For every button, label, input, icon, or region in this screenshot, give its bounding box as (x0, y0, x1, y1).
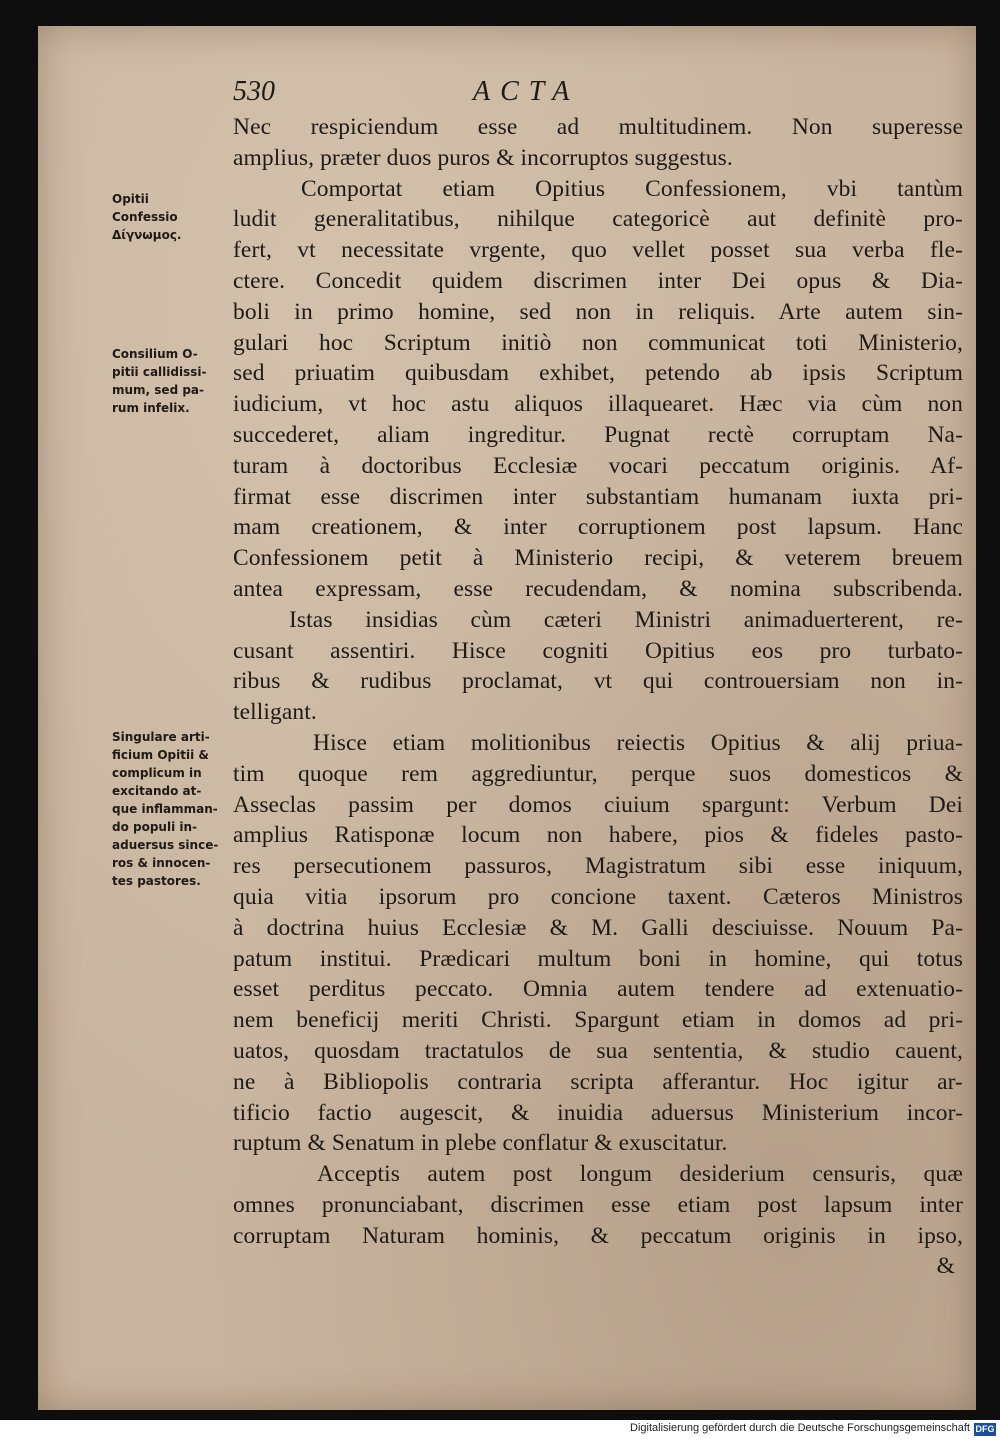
margin-note-consilium (112, 345, 240, 417)
text-line: tificio factio augescit, & inuidia aduersus Ministerium incor- (233, 1099, 963, 1126)
text-line: res persecutionem passuros, Magistratum sibi esse iniquum, (233, 853, 963, 880)
text-line: à doctrina huius Ecclesiæ & M. Galli desciuisse. Nouum Pa- (233, 914, 963, 941)
text-line: ludit generalitatibus, nihilque categoricè aut definitè pro- (233, 206, 963, 233)
text-line: ribus & rudibus proclamat, vt qui controuersiam non in- (233, 668, 963, 695)
text-line: corruptam Naturam hominis, & peccatum originis in ipso, (233, 1222, 963, 1249)
margin-note-line: ros & innocen- (112, 856, 211, 870)
text-line: ne à Bibliopolis contraria scripta afferantur. Hoc igitur ar- (233, 1068, 963, 1095)
text-line: fert, vt necessitate vrgente, quo vellet posset sua verba fle- (233, 237, 963, 264)
margin-note-line: Consilium O- (112, 347, 198, 361)
text-line: Asseclas passim per domos ciuium spargunt: Verbum Dei (233, 791, 963, 818)
text-line: amplius Ratisponæ locum non habere, pios & fideles pasto- (233, 822, 963, 849)
text-line: omnes pronunciabant, discrimen esse etiam post lapsum inter (233, 1191, 963, 1218)
margin-note-line: tes pastores. (112, 874, 201, 888)
text-line: sed priuatim quibusdam exhibet, petendo ab ipsis Scriptum (233, 360, 963, 387)
margin-note-line: Opitii (112, 192, 149, 206)
text-line: antea expressam, esse recudendam, & nomina subscribenda. (233, 575, 963, 602)
margin-note-line: aduersus since- (112, 838, 219, 852)
text-line: succederet, aliam ingreditur. Pugnat rectè corruptam Na- (233, 421, 963, 448)
margin-note-artificium (112, 728, 240, 890)
text-line: patum institui. Prædicari multum boni in homine, qui totus (233, 945, 963, 972)
catchword: & (936, 1253, 955, 1280)
margin-note-line: Confessio (112, 210, 178, 224)
page-number: 530 (233, 76, 275, 107)
text-line: gulari hoc Scriptum initiò non communicat toti Ministerio, (233, 329, 963, 356)
margin-note-line: Δίγνωμος. (112, 228, 182, 242)
margin-note-line: mum, sed pa- (112, 383, 205, 397)
text-line: turam à doctoribus Ecclesiæ vocari peccatum originis. Af- (233, 452, 963, 479)
text-line: Confessionem petit à Ministerio recipi, & veterem breuem (233, 545, 963, 572)
text-line: uatos, quosdam tractatulos de sua sententia, & studio cauent, (233, 1037, 963, 1064)
margin-note-confessio (112, 190, 240, 244)
text-line: Istas insidias cùm cæteri Ministri animaduerterent, re- (289, 606, 963, 633)
margin-note-line: complicum in (112, 766, 202, 780)
margin-note-line: rum infelix. (112, 401, 190, 415)
text-line: tim quoque rem aggrediuntur, perque suos domesticos & (233, 760, 963, 787)
footer-credit: Digitalisierung gefördert durch die Deutsche Forschungsgemeinschaft (630, 1422, 970, 1434)
body-text (233, 112, 963, 1282)
running-head: ACTA (473, 76, 580, 107)
margin-note-line: ficium Opitii & (112, 748, 209, 762)
text-line: Acceptis autem post longum desiderium censuris, quæ (317, 1161, 963, 1188)
text-line: firmat esse discrimen inter substantiam humanam iuxta pri- (233, 483, 963, 510)
page-header (233, 76, 663, 110)
text-line: mam creationem, & inter corruptionem post lapsum. Hanc (233, 514, 963, 541)
margin-note-line: Singulare arti- (112, 730, 210, 744)
margin-note-line: excitando at- (112, 784, 202, 798)
text-line: iudicium, vt hoc astu aliquos illaquearet. Hæc via cùm non (233, 391, 963, 418)
text-line: Comportat etiam Opitius Confessionem, vbi tantùm (301, 175, 963, 202)
text-line: cusant assentiri. Hisce cogniti Opitius eos pro turbato- (233, 637, 963, 664)
text-line: nem beneficij meriti Christi. Spargunt etiam in domos ad pri- (233, 1007, 963, 1034)
text-line: boli in primo homine, sed non in reliquis. Arte autem sin- (233, 298, 963, 325)
margin-note-line: do populi in- (112, 820, 198, 834)
text-line: Hisce etiam molitionibus reiectis Opitius & alij priua- (313, 729, 963, 756)
margin-note-line: que inflamman- (112, 802, 218, 816)
text-line: telligant. (233, 699, 317, 726)
text-line: quia vitia ipsorum pro concione taxent. Cæteros Ministros (233, 883, 963, 910)
dfg-logo: DFG (975, 1424, 995, 1434)
text-line: amplius, præter duos puros & incorruptos suggestus. (233, 144, 733, 171)
text-line: Nec respiciendum esse ad multitudinem. Non superesse (233, 114, 963, 140)
text-line: ruptum & Senatum in plebe conflatur & exuscitatur. (233, 1130, 728, 1157)
text-line: ctere. Concedit quidem discrimen inter Dei opus & Dia- (233, 267, 963, 294)
text-line: esset perditus peccato. Omnia autem tendere ad extenuatio- (233, 976, 963, 1003)
margin-note-line: pitii callidissi- (112, 365, 207, 379)
